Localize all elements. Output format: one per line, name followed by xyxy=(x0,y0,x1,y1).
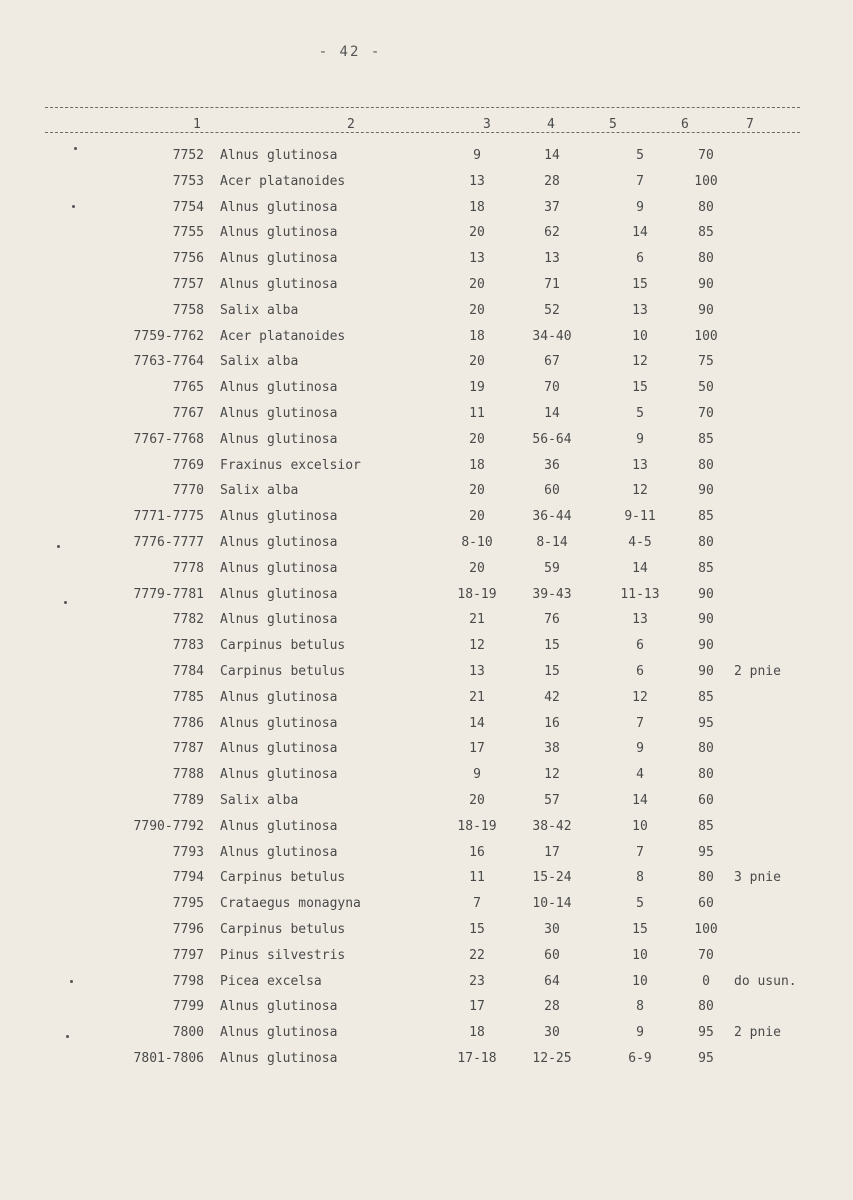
cell-c2: Alnus glutinosa xyxy=(220,225,338,241)
cell-c4: 28 xyxy=(544,999,560,1015)
cell-c5: 15 xyxy=(632,276,648,292)
cell-c3: 7 xyxy=(473,896,481,912)
table-row xyxy=(0,145,853,171)
cell-c2: Alnus glutinosa xyxy=(220,844,338,860)
cell-c5: 4-5 xyxy=(628,534,652,550)
cell-c3: 18-19 xyxy=(457,818,497,834)
cell-c6: 80 xyxy=(698,999,714,1015)
cell-c5: 13 xyxy=(632,457,648,473)
cell-c4: 62 xyxy=(544,225,560,241)
cell-c5: 14 xyxy=(632,792,648,808)
cell-c6: 60 xyxy=(698,896,714,912)
cell-c1: 7776-7777 xyxy=(133,534,204,550)
cell-c1: 7798 xyxy=(172,973,204,989)
cell-c4: 56-64 xyxy=(532,431,572,447)
cell-c2: Alnus glutinosa xyxy=(220,431,338,447)
cell-c3: 13 xyxy=(469,663,485,679)
cell-c6: 95 xyxy=(698,1025,714,1041)
cell-c1: 7793 xyxy=(172,844,204,860)
cell-c3: 20 xyxy=(469,276,485,292)
cell-c3: 17 xyxy=(469,741,485,757)
cell-c5: 11-13 xyxy=(620,586,660,602)
column-header-2: 2 xyxy=(347,117,355,132)
cell-c2: Picea excelsa xyxy=(220,973,322,989)
cell-c4: 14 xyxy=(544,148,560,163)
cell-c6: 60 xyxy=(698,792,714,808)
table-row xyxy=(0,609,853,635)
cell-c1: 7755 xyxy=(172,225,204,241)
cell-c5: 5 xyxy=(636,405,644,421)
table-row xyxy=(0,713,853,739)
cell-c5: 8 xyxy=(636,999,644,1015)
cell-c7: 3 pnie xyxy=(734,870,781,886)
cell-c2: Acer platanoides xyxy=(220,173,346,189)
cell-c3: 20 xyxy=(469,483,485,499)
cell-c2: Alnus glutinosa xyxy=(220,999,338,1015)
cell-c1: 7800 xyxy=(172,1025,204,1041)
cell-c3: 23 xyxy=(469,973,485,989)
cell-c3: 20 xyxy=(469,225,485,241)
cell-c4: 70 xyxy=(544,380,560,396)
cell-c6: 85 xyxy=(698,560,714,576)
table-row xyxy=(0,1048,853,1074)
cell-c2: Salix alba xyxy=(220,483,299,499)
cell-c4: 36 xyxy=(544,457,560,473)
cell-c6: 80 xyxy=(698,534,714,550)
margin-dot xyxy=(64,601,67,604)
table-row xyxy=(0,919,853,945)
column-header-4: 4 xyxy=(547,117,555,132)
cell-c5: 10 xyxy=(632,947,648,963)
table-row xyxy=(0,996,853,1022)
cell-c3: 9 xyxy=(473,767,481,783)
cell-c5: 9-11 xyxy=(624,509,656,525)
table-row xyxy=(0,945,853,971)
table-row xyxy=(0,584,853,610)
cell-c6: 75 xyxy=(698,354,714,370)
cell-c2: Alnus glutinosa xyxy=(220,1025,338,1041)
cell-c5: 13 xyxy=(632,302,648,318)
cell-c1: 7783 xyxy=(172,638,204,654)
margin-dot xyxy=(57,545,60,548)
cell-c3: 11 xyxy=(469,405,485,421)
cell-c1: 7784 xyxy=(172,663,204,679)
cell-c2: Carpinus betulus xyxy=(220,921,346,937)
cell-c7: 2 pnie xyxy=(734,663,781,679)
table-row xyxy=(0,893,853,919)
cell-c2: Alnus glutinosa xyxy=(220,509,338,525)
table-row xyxy=(0,558,853,584)
table-row xyxy=(0,867,853,893)
cell-c3: 20 xyxy=(469,509,485,525)
cell-c2: Alnus glutinosa xyxy=(220,767,338,783)
table-row xyxy=(0,790,853,816)
cell-c6: 70 xyxy=(698,405,714,421)
cell-c6: 85 xyxy=(698,225,714,241)
cell-c6: 80 xyxy=(698,457,714,473)
cell-c4: 37 xyxy=(544,199,560,215)
cell-c5: 7 xyxy=(636,715,644,731)
cell-c3: 12 xyxy=(469,638,485,654)
cell-c1: 7757 xyxy=(172,276,204,292)
cell-c2: Salix alba xyxy=(220,302,299,318)
cell-c5: 12 xyxy=(632,689,648,705)
table-row xyxy=(0,274,853,300)
cell-c6: 85 xyxy=(698,689,714,705)
cell-c5: 6-9 xyxy=(628,1050,652,1066)
margin-dot xyxy=(74,147,77,150)
cell-c1: 7779-7781 xyxy=(133,586,204,602)
cell-c3: 14 xyxy=(469,715,485,731)
cell-c3: 18-19 xyxy=(457,586,497,602)
cell-c2: Alnus glutinosa xyxy=(220,405,338,421)
cell-c4: 10-14 xyxy=(532,896,572,912)
cell-c4: 12-25 xyxy=(532,1050,572,1066)
cell-c2: Pinus silvestris xyxy=(220,947,346,963)
table-row xyxy=(0,842,853,868)
cell-c6: 95 xyxy=(698,1050,714,1066)
cell-c1: 7767-7768 xyxy=(133,431,204,447)
cell-c6: 85 xyxy=(698,509,714,525)
cell-c3: 20 xyxy=(469,354,485,370)
cell-c5: 14 xyxy=(632,560,648,576)
table-row xyxy=(0,971,853,997)
cell-c3: 15 xyxy=(469,921,485,937)
cell-c6: 95 xyxy=(698,715,714,731)
cell-c6: 80 xyxy=(698,767,714,783)
cell-c5: 12 xyxy=(632,483,648,499)
cell-c5: 15 xyxy=(632,380,648,396)
table-row xyxy=(0,816,853,842)
cell-c3: 20 xyxy=(469,302,485,318)
cell-c5: 7 xyxy=(636,844,644,860)
cell-c2: Alnus glutinosa xyxy=(220,148,338,163)
cell-c3: 16 xyxy=(469,844,485,860)
table-row xyxy=(0,222,853,248)
cell-c1: 7786 xyxy=(172,715,204,731)
table-row xyxy=(0,429,853,455)
cell-c6: 70 xyxy=(698,947,714,963)
cell-c6: 0 xyxy=(702,973,710,989)
cell-c1: 7790-7792 xyxy=(133,818,204,834)
column-headers xyxy=(0,117,853,133)
cell-c1: 7785 xyxy=(172,689,204,705)
margin-dot xyxy=(72,205,75,208)
cell-c5: 9 xyxy=(636,741,644,757)
cell-c1: 7797 xyxy=(172,947,204,963)
cell-c5: 10 xyxy=(632,328,648,344)
cell-c2: Carpinus betulus xyxy=(220,663,346,679)
cell-c6: 90 xyxy=(698,586,714,602)
cell-c3: 20 xyxy=(469,560,485,576)
cell-c2: Alnus glutinosa xyxy=(220,741,338,757)
margin-dot xyxy=(70,980,73,983)
cell-c3: 8-10 xyxy=(461,534,493,550)
page-number: - 42 - xyxy=(318,44,382,60)
cell-c1: 7795 xyxy=(172,896,204,912)
cell-c3: 17 xyxy=(469,999,485,1015)
cell-c4: 15 xyxy=(544,638,560,654)
table-row xyxy=(0,326,853,352)
cell-c5: 10 xyxy=(632,818,648,834)
table-row xyxy=(0,248,853,274)
table-row xyxy=(0,506,853,532)
cell-c6: 80 xyxy=(698,870,714,886)
header-bottom-rule xyxy=(45,132,800,133)
cell-c3: 11 xyxy=(469,870,485,886)
cell-c4: 14 xyxy=(544,405,560,421)
table-row xyxy=(0,171,853,197)
cell-c4: 67 xyxy=(544,354,560,370)
cell-c3: 21 xyxy=(469,612,485,628)
cell-c3: 18 xyxy=(469,328,485,344)
cell-c3: 17-18 xyxy=(457,1050,497,1066)
cell-c1: 7787 xyxy=(172,741,204,757)
column-header-7: 7 xyxy=(746,117,754,132)
cell-c6: 85 xyxy=(698,431,714,447)
cell-c2: Acer platanoides xyxy=(220,328,346,344)
margin-dot xyxy=(66,1035,69,1038)
cell-c1: 7759-7762 xyxy=(133,328,204,344)
table-row xyxy=(0,635,853,661)
cell-c5: 5 xyxy=(636,148,644,163)
cell-c2: Alnus glutinosa xyxy=(220,612,338,628)
cell-c1: 7769 xyxy=(172,457,204,473)
cell-c5: 7 xyxy=(636,173,644,189)
cell-c5: 10 xyxy=(632,973,648,989)
cell-c2: Carpinus betulus xyxy=(220,638,346,654)
cell-c2: Carpinus betulus xyxy=(220,870,346,886)
cell-c5: 12 xyxy=(632,354,648,370)
cell-c1: 7778 xyxy=(172,560,204,576)
cell-c6: 90 xyxy=(698,276,714,292)
cell-c2: Alnus glutinosa xyxy=(220,276,338,292)
cell-c4: 15 xyxy=(544,663,560,679)
cell-c2: Crataegus monagyna xyxy=(220,896,361,912)
cell-c6: 90 xyxy=(698,638,714,654)
cell-c5: 15 xyxy=(632,921,648,937)
table-row xyxy=(0,738,853,764)
cell-c6: 70 xyxy=(698,148,714,163)
cell-c1: 7763-7764 xyxy=(133,354,204,370)
cell-c2: Alnus glutinosa xyxy=(220,818,338,834)
cell-c1: 7767 xyxy=(172,405,204,421)
cell-c3: 22 xyxy=(469,947,485,963)
table-row xyxy=(0,197,853,223)
cell-c5: 13 xyxy=(632,612,648,628)
table-row xyxy=(0,300,853,326)
cell-c2: Fraxinus excelsior xyxy=(220,457,361,473)
column-header-1: 1 xyxy=(193,117,201,132)
table-row xyxy=(0,480,853,506)
column-header-3: 3 xyxy=(483,117,491,132)
cell-c2: Salix alba xyxy=(220,354,299,370)
table-row xyxy=(0,377,853,403)
cell-c6: 85 xyxy=(698,818,714,834)
cell-c7: 2 pnie xyxy=(734,1025,781,1041)
cell-c6: 90 xyxy=(698,612,714,628)
cell-c1: 7753 xyxy=(172,173,204,189)
cell-c3: 19 xyxy=(469,380,485,396)
cell-c2: Alnus glutinosa xyxy=(220,715,338,731)
cell-c4: 30 xyxy=(544,1025,560,1041)
column-header-6: 6 xyxy=(681,117,689,132)
cell-c1: 7771-7775 xyxy=(133,509,204,525)
cell-c6: 90 xyxy=(698,663,714,679)
cell-c4: 16 xyxy=(544,715,560,731)
cell-c4: 8-14 xyxy=(536,534,568,550)
cell-c6: 90 xyxy=(698,302,714,318)
cell-c5: 6 xyxy=(636,663,644,679)
cell-c5: 8 xyxy=(636,870,644,886)
cell-c4: 42 xyxy=(544,689,560,705)
cell-c6: 50 xyxy=(698,380,714,396)
cell-c4: 60 xyxy=(544,947,560,963)
cell-c1: 7756 xyxy=(172,251,204,267)
table-row xyxy=(0,532,853,558)
cell-c4: 13 xyxy=(544,251,560,267)
cell-c3: 18 xyxy=(469,1025,485,1041)
table-row xyxy=(0,351,853,377)
cell-c4: 12 xyxy=(544,767,560,783)
cell-c3: 18 xyxy=(469,457,485,473)
cell-c5: 9 xyxy=(636,431,644,447)
cell-c1: 7754 xyxy=(172,199,204,215)
column-header-5: 5 xyxy=(609,117,617,132)
cell-c3: 21 xyxy=(469,689,485,705)
cell-c2: Alnus glutinosa xyxy=(220,199,338,215)
cell-c6: 90 xyxy=(698,483,714,499)
cell-c1: 7789 xyxy=(172,792,204,808)
cell-c2: Alnus glutinosa xyxy=(220,560,338,576)
table-row xyxy=(0,764,853,790)
header-top-rule xyxy=(45,107,800,108)
cell-c1: 7758 xyxy=(172,302,204,318)
cell-c5: 6 xyxy=(636,638,644,654)
cell-c5: 6 xyxy=(636,251,644,267)
cell-c4: 39-43 xyxy=(532,586,572,602)
cell-c3: 9 xyxy=(473,148,481,163)
cell-c1: 7796 xyxy=(172,921,204,937)
cell-c3: 20 xyxy=(469,431,485,447)
cell-c2: Alnus glutinosa xyxy=(220,534,338,550)
cell-c2: Alnus glutinosa xyxy=(220,1050,338,1066)
table-row xyxy=(0,403,853,429)
cell-c4: 71 xyxy=(544,276,560,292)
table-row xyxy=(0,1022,853,1048)
cell-c4: 38 xyxy=(544,741,560,757)
table-row xyxy=(0,687,853,713)
cell-c6: 100 xyxy=(694,921,718,937)
cell-c4: 57 xyxy=(544,792,560,808)
table-body xyxy=(0,145,853,1074)
cell-c4: 38-42 xyxy=(532,818,572,834)
cell-c4: 36-44 xyxy=(532,509,572,525)
cell-c4: 30 xyxy=(544,921,560,937)
cell-c6: 80 xyxy=(698,199,714,215)
cell-c3: 13 xyxy=(469,251,485,267)
cell-c6: 100 xyxy=(694,328,718,344)
cell-c2: Salix alba xyxy=(220,792,299,808)
cell-c1: 7765 xyxy=(172,380,204,396)
cell-c6: 80 xyxy=(698,741,714,757)
cell-c2: Alnus glutinosa xyxy=(220,380,338,396)
cell-c2: Alnus glutinosa xyxy=(220,586,338,602)
cell-c3: 20 xyxy=(469,792,485,808)
cell-c5: 9 xyxy=(636,1025,644,1041)
table-row xyxy=(0,661,853,687)
cell-c4: 64 xyxy=(544,973,560,989)
cell-c2: Alnus glutinosa xyxy=(220,251,338,267)
cell-c3: 18 xyxy=(469,199,485,215)
cell-c5: 14 xyxy=(632,225,648,241)
cell-c7: do usun. xyxy=(734,973,797,989)
cell-c6: 80 xyxy=(698,251,714,267)
cell-c1: 7788 xyxy=(172,767,204,783)
cell-c1: 7801-7806 xyxy=(133,1050,204,1066)
cell-c5: 4 xyxy=(636,767,644,783)
cell-c4: 52 xyxy=(544,302,560,318)
cell-c4: 17 xyxy=(544,844,560,860)
cell-c1: 7770 xyxy=(172,483,204,499)
cell-c6: 100 xyxy=(694,173,718,189)
cell-c5: 5 xyxy=(636,896,644,912)
cell-c2: Alnus glutinosa xyxy=(220,689,338,705)
table-row xyxy=(0,455,853,481)
cell-c1: 7782 xyxy=(172,612,204,628)
cell-c4: 76 xyxy=(544,612,560,628)
cell-c3: 13 xyxy=(469,173,485,189)
cell-c4: 34-40 xyxy=(532,328,572,344)
cell-c1: 7799 xyxy=(172,999,204,1015)
cell-c4: 60 xyxy=(544,483,560,499)
cell-c1: 7752 xyxy=(172,148,204,163)
cell-c4: 59 xyxy=(544,560,560,576)
cell-c6: 95 xyxy=(698,844,714,860)
cell-c5: 9 xyxy=(636,199,644,215)
cell-c1: 7794 xyxy=(172,870,204,886)
cell-c4: 28 xyxy=(544,173,560,189)
cell-c4: 15-24 xyxy=(532,870,572,886)
